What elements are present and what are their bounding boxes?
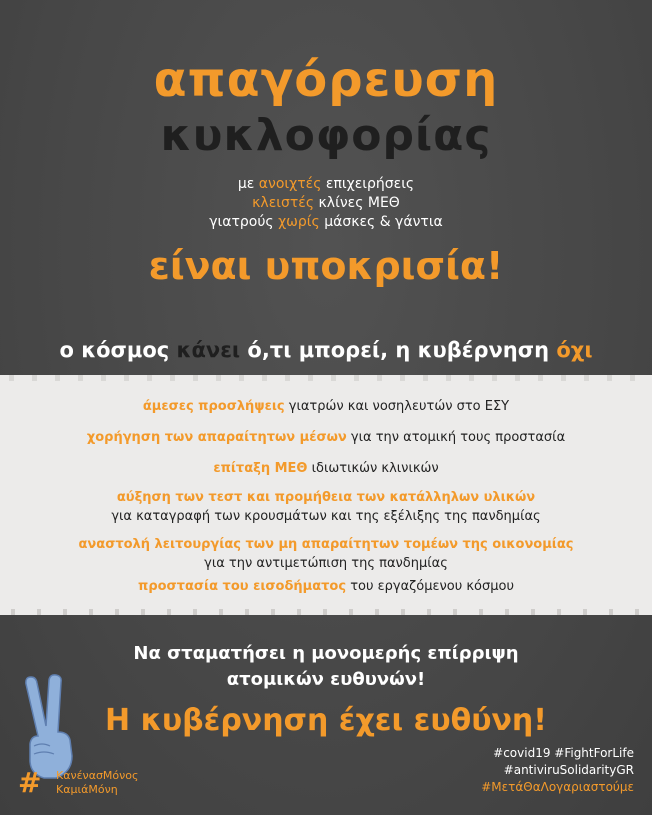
hashtag-line: #covid19 #FightForLife (493, 746, 634, 760)
final-slogan: Η κυβέρνηση έχει ευθύνη! (105, 703, 547, 738)
hashtag-symbol: # (18, 766, 42, 799)
title-line2: κυκλοφορίας (160, 110, 492, 161)
demand-item: επίταξη ΜΕΘ ιδιωτικών κλινικών (213, 461, 439, 476)
title-line3: είναι υποκρισία! (148, 244, 504, 288)
call-to-action: Να σταματήσει η μονομερής επίρριψη ατομικών ευθυνών! (133, 643, 519, 690)
strapline: ο κόσμος κάνει ό,τι μπορεί, η κυβέρνηση όχι (59, 338, 593, 362)
subtitle-line2: κλειστές κλίνες ΜΕΘ (252, 195, 400, 211)
hashtag-left: ΚανένασΜόνος ΚαμιάΜόνη (56, 769, 139, 796)
demand-item: αύξηση των τεστ και προμήθεια των κατάλληλων υλικών για καταγραφή των κρουσμάτων και της εξέλιξης της πανδημίας (111, 490, 541, 524)
demand-item: χορήγηση των απαραίτητων μέσων για την ατομική τους προστασία (86, 430, 566, 445)
subtitle-line3: γιατρούς χωρίς μάσκες & γάντια (209, 214, 443, 230)
demand-item: αναστολή λειτουργίας των μη απαραίτητων τομέων της οικονομίας για την αντιμετώπιση της πανδημίας (78, 537, 574, 571)
hashtags-right (481, 745, 634, 796)
subtitle-line1: με ανοιχτές επιχειρήσεις (237, 176, 415, 192)
demand-item: άμεσες προσλήψεις γιατρών και νοσηλευτών στο ΕΣΥ (142, 399, 510, 414)
hashtag-line: #antiviruSolidarityGR (503, 763, 634, 777)
demand-item: προστασία του εισοδήματος του εργαζόμενου κόσμου (138, 579, 514, 594)
title-line1: απαγόρευση (153, 52, 499, 108)
hashtag-line: #ΜετάΘαΛογαριαστούμε (481, 780, 634, 794)
